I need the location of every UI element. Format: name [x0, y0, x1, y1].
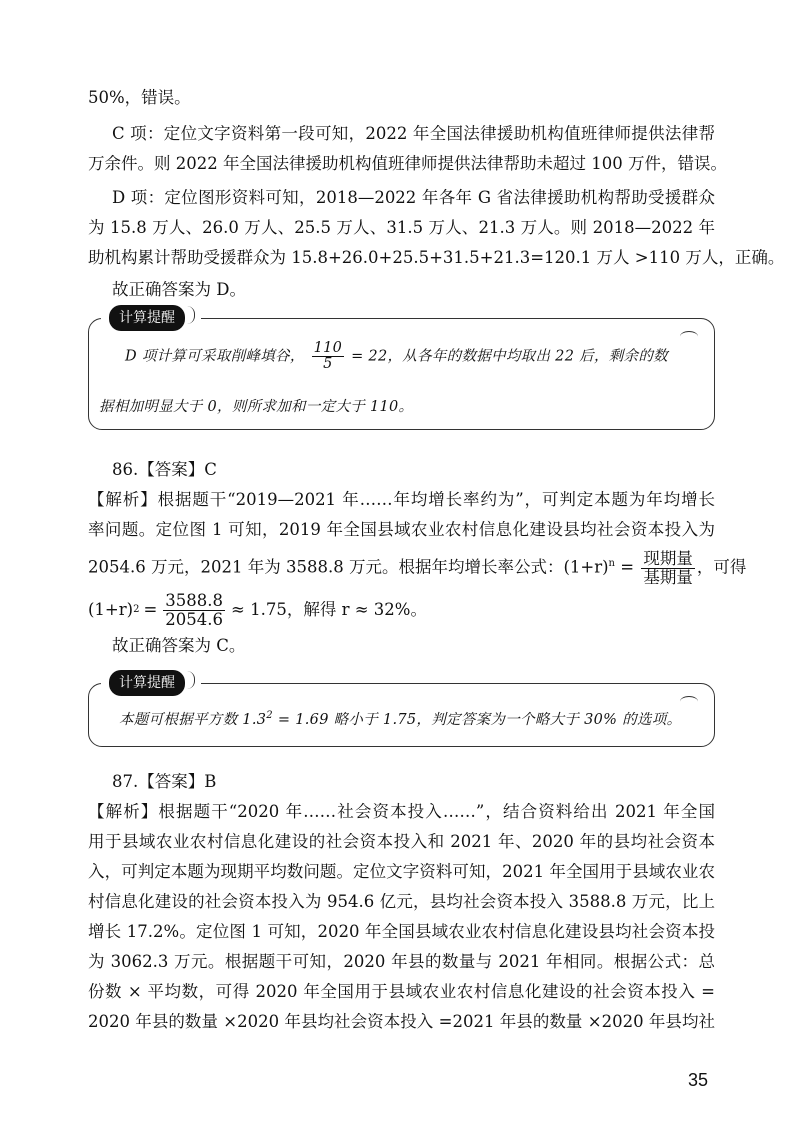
text-line: 助机构累计帮助受援群众为 15.8+26.0+25.5+31.5+21.3=120.1 万人 >110 万人，正确。	[88, 248, 785, 267]
text-line: 用于县域农业农村信息化建设的社会资本投入和 2021 年、2020 年的县均社会资本	[88, 832, 715, 851]
calc-tip-line: D 项计算可采取削峰填谷， $\frac{110}{5}$ = 22，从各年的数据中均取出 22 后，剩余的数	[125, 340, 668, 373]
text-line: 【解析】根据题干“2019—2021 年……年均增长率约为”，可判定本题为年均增长	[88, 490, 715, 509]
text-line: 率问题。定位图 1 可知，2019 年全国县域农业农村信息化建设县均社会资本投入为	[88, 520, 715, 539]
fraction: $\frac{\text{现期量}}{\text{基期量}}$	[643, 549, 693, 587]
text-line: C 项：定位文字资料第一段可知，2022 年全国法律援助机构值班律师提供法律帮	[112, 124, 715, 143]
text-line: 村信息化建设的社会资本投入为 954.6 亿元，县均社会资本投入 3588.8 万元，比上	[88, 892, 715, 911]
calc-tip-box	[88, 675, 715, 747]
calc-tip-line: 据相加明显大于 0，则所求加和一定大于 110。	[99, 399, 414, 415]
calc-tip-line: 本题可根据平方数 $1.3^2 = 1.69$ 略小于 1.75，判定答案为一个略大于 30% 的选项。	[119, 710, 682, 728]
answer-heading: 87.【答案】B	[112, 772, 217, 791]
text-line: 2020 年县的数量 ×2020 年县均社会资本投入 =2021 年县的数量 ×2020 年县均社	[88, 1012, 715, 1031]
text-line: 【解析】根据题干“2020 年……社会资本投入……”，结合资料给出 2021 年全国	[88, 802, 715, 821]
decorative-curl-icon	[680, 696, 698, 707]
text-line: 50%，错误。	[88, 88, 191, 107]
text-line: 为 3062.3 万元。根据题干可知，2020 年县的数量与 2021 年相同。根据公式：总	[88, 952, 715, 971]
text-line: 万余件。则 2022 年全国法律援助机构值班律师提供法律帮助未超过 100 万件，错误。	[88, 154, 727, 173]
text-line: 增长 17.2%。定位图 1 可知，2020 年全国县域农业农村信息化建设县均社会资本投	[88, 922, 715, 941]
calc-tip-label: 计算提醒	[109, 305, 185, 331]
fraction: $\frac{3588.8}{2054.6}$	[165, 591, 224, 629]
fraction: $\frac{110}{5}$	[313, 340, 343, 373]
text-line: 故正确答案为 D。	[112, 280, 246, 299]
text-line: 份数 × 平均数，可得 2020 年全国用于县域农业农村信息化建设的社会资本投入 =	[88, 982, 715, 1001]
text-line: 为 15.8 万人、26.0 万人、25.5 万人、31.5 万人、21.3 万人。则 2018—2022 年	[88, 218, 715, 237]
formula-line: (1+r) 2 = $\frac{3588.8}{2054.6}$ ≈ 1.75，解得 r ≈ 32%。	[88, 591, 427, 629]
calc-tip-box	[88, 310, 715, 430]
text-line: 入，可判定本题为现期平均数问题。定位文字资料可知，2021 年全国用于县域农业农	[88, 862, 715, 881]
text-line: 故正确答案为 C。	[112, 636, 246, 655]
answer-heading: 86.【答案】C	[112, 460, 217, 479]
page-number: 35	[687, 1070, 708, 1090]
calc-tip-label: 计算提醒	[109, 670, 185, 696]
formula-line: 2054.6 万元，2021 年为 3588.8 万元。根据年均增长率公式：$(1+r)^n$ = $\frac{\text{现期量}}{\text{基期量}}$ ，可得	[88, 549, 747, 587]
text-line: D 项：定位图形资料可知，2018—2022 年各年 G 省法律援助机构帮助受援群众	[112, 188, 715, 207]
decorative-curl-icon	[680, 331, 698, 342]
